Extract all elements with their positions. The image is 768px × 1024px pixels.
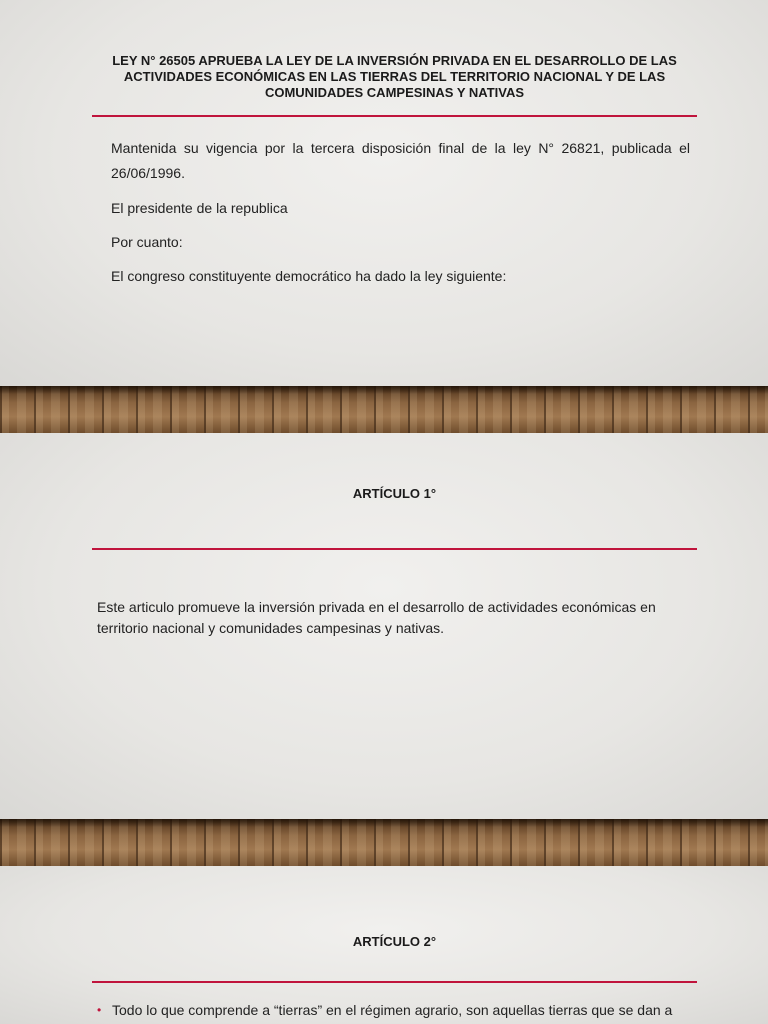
wood-floor-band: [0, 819, 768, 866]
article-1-body: Este articulo promueve la inversión privada en el desarrollo de actividades económicas en territorio nacional y comunidades campesinas y nativas.: [97, 599, 656, 636]
slide-3-title: ARTÍCULO 2°: [352, 934, 437, 949]
paragraph-congreso: El congreso constituyente democrático ha dado la ley siguiente:: [111, 268, 507, 284]
slide-3: [0, 866, 768, 1024]
paragraph-presidente: El presidente de la republica: [111, 200, 288, 216]
slide-2: [0, 433, 768, 819]
wood-floor-band: [0, 386, 768, 433]
bullet-icon: •: [97, 1003, 102, 1017]
title-divider: [92, 115, 697, 117]
slide-2-title: ARTÍCULO 1°: [352, 486, 437, 501]
paragraph-vigencia: Mantenida su vigencia por la tercera disposición final de la ley N° 26821, publicada el 26/06/1996.: [111, 140, 690, 181]
paragraph-por-cuanto: Por cuanto:: [111, 234, 183, 250]
bullet-text: Todo lo que comprende a “tierras” en el régimen agrario, son aquellas tierras que se dan a: [112, 1002, 673, 1018]
title-divider: [92, 981, 697, 983]
bullet-item: [97, 999, 689, 1021]
slide-1-title: LEY N° 26505 APRUEBA LA LEY DE LA INVERSIÓN PRIVADA EN EL DESARROLLO DE LAS ACTIVIDADES ECONÓMICAS EN LAS TIERRAS DEL TERRITORIO NACIONAL Y DE LAS COMUNIDADES CAMPESINAS Y NATIVAS: [112, 53, 677, 100]
slide-1: [0, 0, 768, 386]
title-divider: [92, 548, 697, 550]
